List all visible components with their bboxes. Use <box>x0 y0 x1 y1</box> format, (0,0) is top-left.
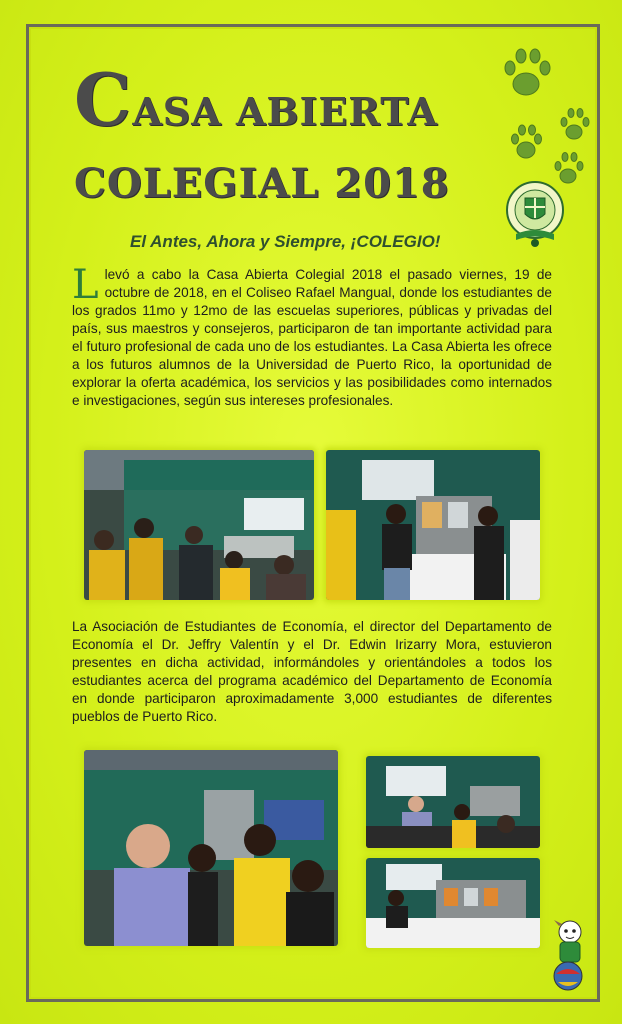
drop-cap: L <box>72 262 99 308</box>
paw-prints-icon <box>496 40 596 190</box>
photo-professor-students <box>84 750 338 946</box>
paw-print-icon <box>555 153 583 184</box>
page-title-line1 <box>74 57 438 142</box>
page-title-line2: COLEGIAL 2018 <box>74 160 450 207</box>
paw-print-icon <box>561 109 589 140</box>
paw-print-icon <box>512 125 542 158</box>
mascot-icon <box>546 918 592 992</box>
department-seal-icon <box>502 180 568 250</box>
intro-paragraph-text: levó a cabo la Casa Abierta Colegial 2018 el pasado viernes, 19 de octubre de 2018, en el Coliseo Rafael Mangual, donde los estudiantes de los grados 11mo y 12mo de las escuelas superiores, públicas y privadas del país, sus maestros y consejeros, participaron de tan importante actividad para el futuro profesional de cada uno de los estudiantes. La Casa Abierta les ofrece a los futuros alumnos de la Universidad de Puerto Rico, la oportunidad de explorar la oferta académica, los servicios y las posibilidades como internados e investigaciones, según sus intereses profesionales. <box>72 267 552 408</box>
photo-display-table <box>366 858 540 948</box>
title-initial: C <box>74 57 133 142</box>
photo-students-booth <box>326 450 540 600</box>
intro-paragraph <box>72 262 552 410</box>
paw-print-icon <box>505 49 550 95</box>
title-rest: ASA ABIERTA <box>132 89 438 134</box>
photo-coliseum-crowd <box>84 450 314 600</box>
association-paragraph: La Asociación de Estudiantes de Economía, el director del Departamento de Economía el Dr. Jeffry Valentín y el Dr. Edwin Irizarry Mora, estuvieron presentes en dicha actividad, informándoles y orientándoles a todos los estudiantes acerca del programa académico del Departamento de Economía en donde participaron aproximadamente 3,000 estudiantes de diferentes pueblos de Puerto Rico. <box>72 619 552 724</box>
subtitle: El Antes, Ahora y Siempre, ¡COLEGIO! <box>130 232 441 251</box>
photo-man-at-booth <box>366 756 540 848</box>
